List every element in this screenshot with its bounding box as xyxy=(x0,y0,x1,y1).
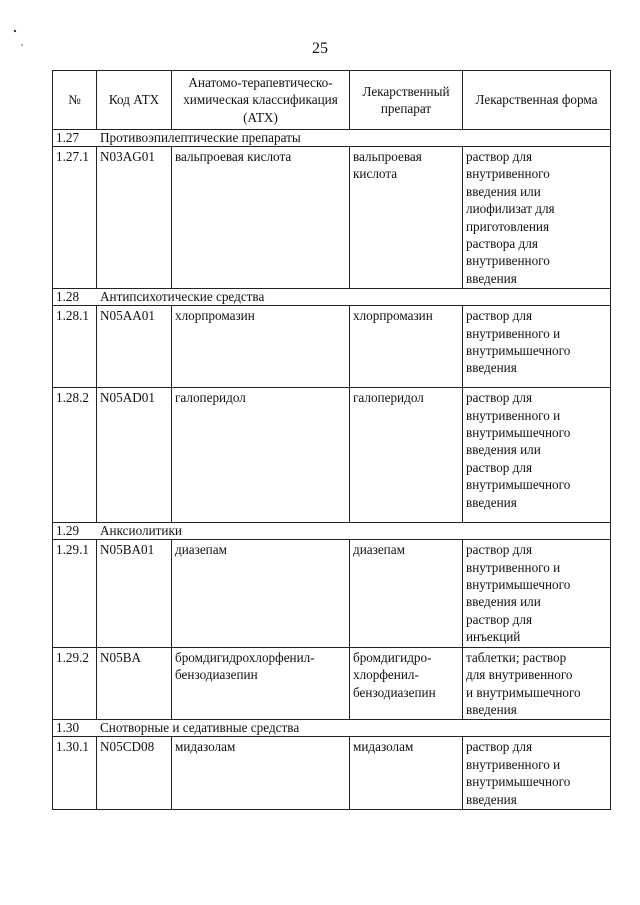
page-number: 25 xyxy=(312,40,328,57)
header-drug: Лекарственный препарат xyxy=(350,71,463,130)
table-row xyxy=(53,540,611,647)
row-code: N05CD08 xyxy=(97,737,172,810)
table-row xyxy=(53,737,611,810)
section-number: 1.28 xyxy=(56,289,80,305)
row-atc: галоперидол xyxy=(172,388,350,523)
section-number: 1.30 xyxy=(56,720,80,736)
row-form: раствор для внутривенного и внутримышечного введения или раствор для внутримышечного введения xyxy=(463,388,611,523)
table-header-row xyxy=(53,71,611,130)
section-cell xyxy=(53,523,611,540)
row-atc: хлорпромазин xyxy=(172,306,350,388)
section-title: Анксиолитики xyxy=(100,523,182,539)
row-num: 1.29.1 xyxy=(53,540,97,647)
section-row xyxy=(53,130,611,147)
row-form: раствор для внутривенного и внутримышечного введения xyxy=(463,737,611,810)
section-row xyxy=(53,720,611,737)
row-code: N03AG01 xyxy=(97,147,172,289)
table-row xyxy=(53,147,611,289)
row-form: таблетки; раствор для внутривенного и внутримышечного введения xyxy=(463,647,611,720)
row-num: 1.28.2 xyxy=(53,388,97,523)
table-row xyxy=(53,306,611,388)
row-drug: вальпроевая кислота xyxy=(350,147,463,289)
row-form: раствор для внутривенного и внутримышечного введения или раствор для инъекций xyxy=(463,540,611,647)
scan-speck xyxy=(14,30,16,32)
table-row xyxy=(53,388,611,523)
row-num: 1.30.1 xyxy=(53,737,97,810)
row-code: N05BA xyxy=(97,647,172,720)
row-form: раствор для внутривенного и внутримышечного введения xyxy=(463,306,611,388)
row-drug: бромдигидро- хлорфенил- бензодиазепин xyxy=(350,647,463,720)
row-atc: вальпроевая кислота xyxy=(172,147,350,289)
row-num: 1.27.1 xyxy=(53,147,97,289)
table-row xyxy=(53,647,611,720)
row-num: 1.29.2 xyxy=(53,647,97,720)
section-row xyxy=(53,523,611,540)
row-drug: хлорпромазин xyxy=(350,306,463,388)
section-title: Антипсихотические средства xyxy=(100,289,265,305)
section-cell xyxy=(53,289,611,306)
drug-table xyxy=(52,70,611,810)
header-num: № xyxy=(53,71,97,130)
section-row xyxy=(53,289,611,306)
section-number: 1.27 xyxy=(56,130,80,145)
header-atc: Анатомо-терапевтическо-химическая классификация (АТХ) xyxy=(172,71,350,130)
row-atc: диазепам xyxy=(172,540,350,647)
row-drug: диазепам xyxy=(350,540,463,647)
row-form: раствор для внутривенного введения или лиофилизат для приготовления раствора для внутривенного введения xyxy=(463,147,611,289)
section-title: Противоэпилептические препараты xyxy=(100,130,301,145)
row-num: 1.28.1 xyxy=(53,306,97,388)
row-atc: мидазолам xyxy=(172,737,350,810)
section-cell xyxy=(53,720,611,737)
header-code: Код АТХ xyxy=(97,71,172,130)
header-form: Лекарственная форма xyxy=(463,71,611,130)
section-number: 1.29 xyxy=(56,523,80,539)
scan-speck xyxy=(21,44,23,46)
section-title: Снотворные и седативные средства xyxy=(100,720,300,736)
row-code: N05AD01 xyxy=(97,388,172,523)
row-drug: мидазолам xyxy=(350,737,463,810)
section-cell xyxy=(53,130,611,147)
row-code: N05BA01 xyxy=(97,540,172,647)
row-drug: галоперидол xyxy=(350,388,463,523)
row-code: N05AA01 xyxy=(97,306,172,388)
row-atc: бромдигидрохлорфенил- бензодиазепин xyxy=(172,647,350,720)
